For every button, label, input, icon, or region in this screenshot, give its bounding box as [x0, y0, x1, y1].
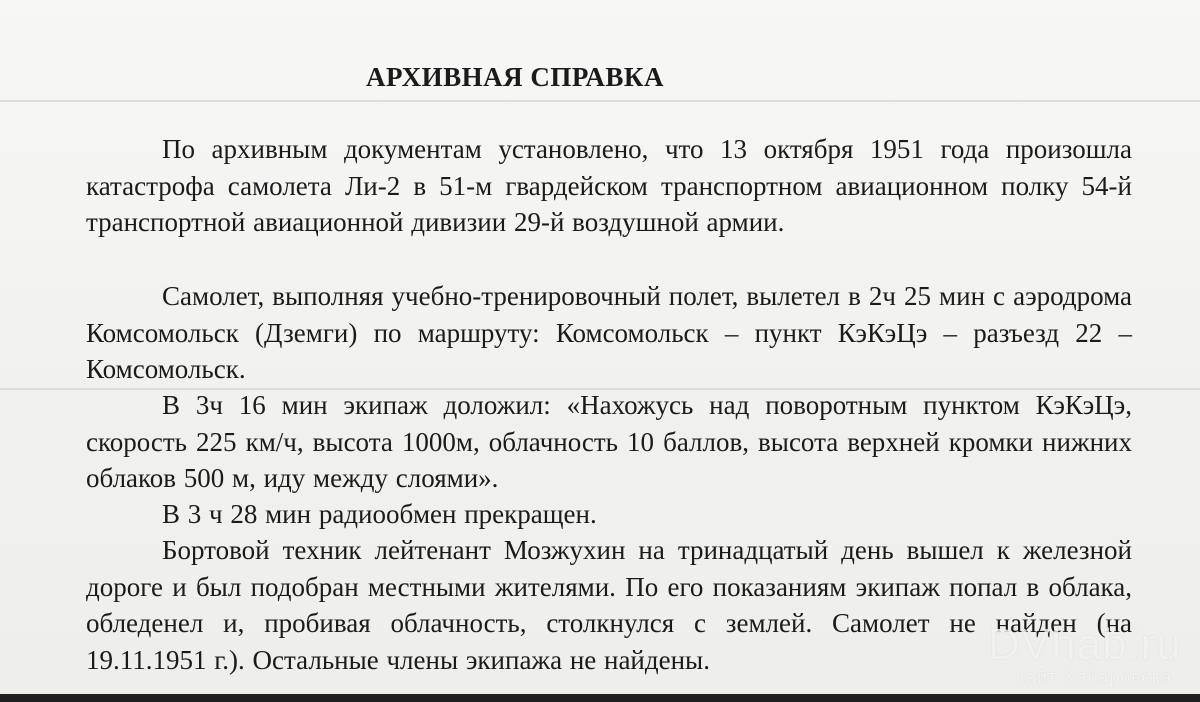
document-title: АРХИВНАЯ СПРАВКА	[366, 62, 664, 92]
paper-fold-line	[0, 100, 1200, 102]
paragraph-3: В 3ч 16 мин экипаж доложил: «Нахожусь над поворотным пунктом КэКэЦэ, скорость 225 км/ч, высота 1000м, облачность 10 баллов, высота верхней кромки нижних облаков 500 м, иду между слоями».	[86, 390, 1132, 493]
watermark-subtitle: сайт Хабаровска	[1016, 667, 1172, 687]
paragraph-1: По архивным документам установлено, что 13 октября 1951 года произошла катастрофа самолета Ли-2 в 51-м гвардейском транспортном авиационном полку 54-й транспортной авиационной дивизии 29-й воздушной армии.	[86, 134, 1132, 237]
paragraph-5: Бортовой техник лейтенант Мозжухин на тринадцатый день вышел к железной дороге и был подобран местными жителями. По его показаниям экипаж попал в облака, обледенел и, пробивая облачность, столкнулся с землей. Самолет не найден (на 19.11.1951 г.). Остальные члены экипажа не найдены.	[86, 535, 1132, 675]
watermark-logo: DVhab.ru	[988, 620, 1182, 669]
bottom-edge-bar	[0, 694, 1200, 702]
paragraph-4: В 3 ч 28 мин радиообмен прекращен.	[162, 499, 597, 529]
paragraph-2: Самолет, выполняя учебно-тренировочный полет, вылетел в 2ч 25 мин с аэродрома Комсомольск (Дземги) по маршруту: Комсомольск – пункт КэКэЦэ – разъезд 22 – Комсомольск.	[86, 281, 1132, 384]
